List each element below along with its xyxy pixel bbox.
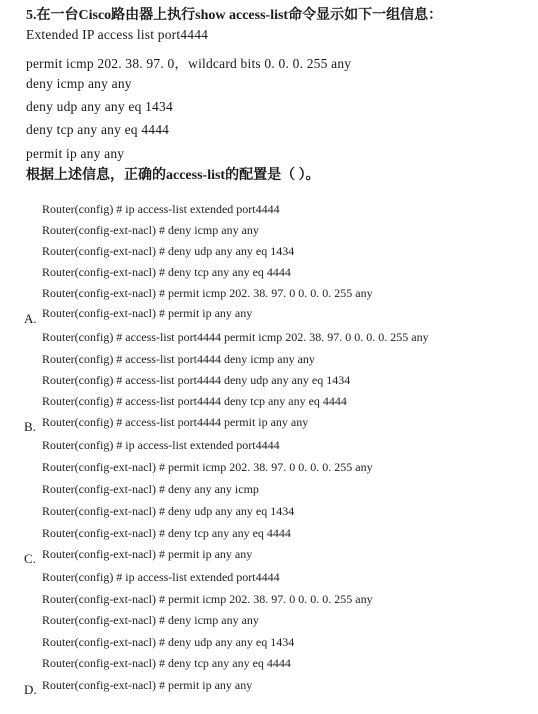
config-line: Router(config-ext-nacl) # deny udp any any eq 1434 bbox=[42, 244, 295, 258]
config-line: Router(config) # access-list port4444 permit icmp 202. 38. 97. 0 0. 0. 0. 255 any bbox=[42, 330, 429, 344]
config-line: Router(config-ext-nacl) # deny tcp any any eq 4444 bbox=[42, 526, 291, 540]
output-line: deny udp any any eq 1434 bbox=[26, 99, 173, 114]
config-line: Router(config) # ip access-list extended port4444 bbox=[42, 202, 280, 216]
config-line: Router(config-ext-nacl) # permit icmp 202. 38. 97. 0 0. 0. 0. 255 any bbox=[42, 592, 373, 606]
question-prompt: 根据上述信息，正确的access-list的配置是（ ）。 bbox=[26, 168, 320, 183]
output-line: deny icmp any any bbox=[26, 76, 132, 91]
config-line: Router(config-ext-nacl) # deny any any icmp bbox=[42, 482, 259, 496]
config-line: Router(config) # access-list port4444 deny udp any any eq 1434 bbox=[42, 373, 351, 387]
question-title: 5.在一台Cisco路由器上执行show access-list命令显示如下一组信息： bbox=[26, 8, 443, 23]
config-line: Router(config-ext-nacl) # deny udp any any eq 1434 bbox=[42, 504, 295, 518]
option-letter: B. bbox=[24, 419, 36, 434]
output-line: deny tcp any any eq 4444 bbox=[26, 122, 170, 137]
option-letter: D. bbox=[24, 682, 37, 697]
config-line: Router(config-ext-nacl) # permit icmp 202. 38. 97. 0 0. 0. 0. 255 any bbox=[42, 286, 373, 300]
config-line: Router(config-ext-nacl) # permit icmp 202. 38. 97. 0 0. 0. 0. 255 any bbox=[42, 460, 373, 474]
config-line: Router(config) # access-list port4444 permit ip any any bbox=[42, 415, 309, 429]
config-line: Router(config-ext-nacl) # deny udp any any eq 1434 bbox=[42, 635, 295, 649]
config-line: Router(config) # access-list port4444 deny tcp any any eq 4444 bbox=[42, 394, 347, 408]
option-letter: A. bbox=[24, 311, 37, 326]
output-line: Extended IP access list port4444 bbox=[26, 27, 209, 42]
config-line: Router(config-ext-nacl) # permit ip any any bbox=[42, 547, 253, 561]
option-letter: C. bbox=[24, 551, 36, 566]
config-line: Router(config-ext-nacl) # deny icmp any any bbox=[42, 223, 259, 237]
output-line: permit ip any any bbox=[26, 146, 125, 161]
config-line: Router(config-ext-nacl) # deny icmp any any bbox=[42, 613, 259, 627]
config-line: Router(config-ext-nacl) # permit ip any any bbox=[42, 678, 253, 692]
config-line: Router(config-ext-nacl) # permit ip any any bbox=[42, 306, 253, 320]
config-line: Router(config-ext-nacl) # deny tcp any any eq 4444 bbox=[42, 265, 291, 279]
config-line: Router(config-ext-nacl) # deny tcp any any eq 4444 bbox=[42, 656, 291, 670]
config-line: Router(config) # ip access-list extended port4444 bbox=[42, 570, 280, 584]
config-line: Router(config) # ip access-list extended port4444 bbox=[42, 438, 280, 452]
output-line: permit icmp 202. 38. 97. 0，wildcard bits 0. 0. 0. 255 any bbox=[26, 56, 352, 71]
config-line: Router(config) # access-list port4444 deny icmp any any bbox=[42, 352, 315, 366]
